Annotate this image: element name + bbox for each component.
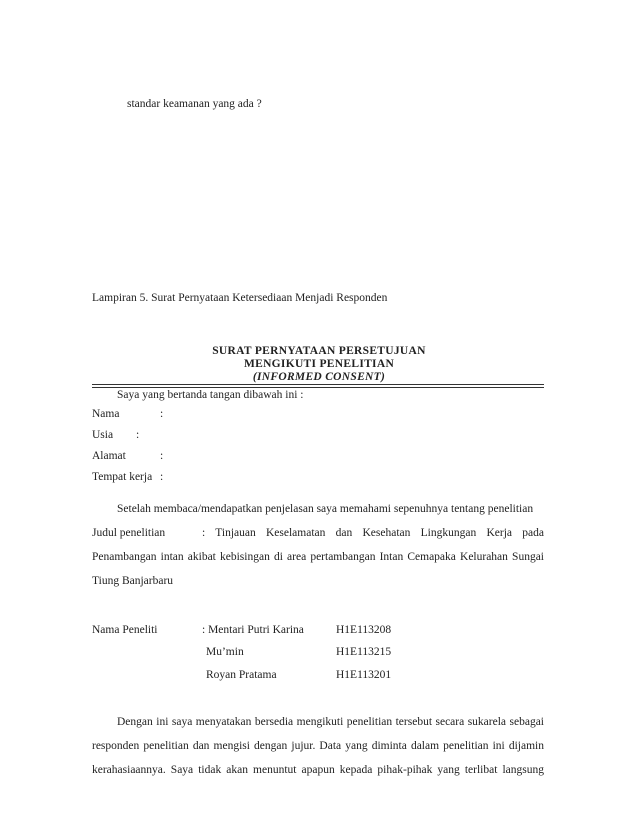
field-label-usia: Usia: [92, 429, 114, 441]
closing-line-1: Dengan ini saya menyatakan bersedia mengikuti penelitian tersebut secara sukarela sebagai: [117, 716, 544, 728]
field-label-tempat-kerja: Tempat kerja: [92, 471, 153, 483]
header-line-1: SURAT PERNYATAAN PERSETUJUAN: [212, 345, 426, 357]
peneliti-name-3: Royan Pratama: [206, 669, 277, 681]
field-sep-tempat-kerja: :: [160, 471, 164, 483]
peneliti-nim-3: H1E113201: [336, 669, 392, 681]
field-sep-usia: :: [136, 429, 140, 441]
peneliti-name-1: : Mentari Putri Karina: [202, 624, 304, 636]
field-label-alamat: Alamat: [92, 450, 126, 462]
appendix-title: Lampiran 5. Surat Pernyataan Ketersediaan Menjadi Responden: [92, 292, 388, 304]
header-rule-top: [92, 384, 544, 385]
field-sep-alamat: :: [160, 450, 164, 462]
judul-line-1: : Tinjauan Keselamatan dan Kesehatan Lingkungan Kerja pada: [202, 527, 544, 539]
after-explanation: Setelah membaca/mendapatkan penjelasan saya memahami sepenuhnya tentang penelitian: [117, 503, 534, 515]
intro-text: Saya yang bertanda tangan dibawah ini :: [117, 389, 304, 401]
field-label-nama: Nama: [92, 408, 120, 420]
closing-line-2: responden penelitian dan mengisi dengan jujur. Data yang diminta dalam penelitian ini dijamin: [92, 740, 544, 752]
peneliti-nim-1: H1E113208: [336, 624, 392, 636]
judul-line-2: Penambangan intan akibat kebisingan di area pertambangan Intan Cemapaka Kelurahan Sungai: [92, 551, 544, 563]
field-sep-nama: :: [160, 408, 164, 420]
peneliti-label: Nama Peneliti: [92, 624, 158, 636]
judul-line-3: Tiung Banjarbaru: [92, 575, 174, 587]
peneliti-name-2: Mu’min: [206, 646, 244, 658]
judul-label: Judul penelitian: [92, 527, 166, 539]
top-line: standar keamanan yang ada ?: [127, 98, 262, 110]
peneliti-nim-2: H1E113215: [336, 646, 392, 658]
header-rule-bottom: [92, 387, 544, 388]
header-line-3: (INFORMED CONSENT): [252, 371, 386, 383]
closing-line-3: kerahasiaannya. Saya tidak akan menuntut apapun kepada pihak-pihak yang terlibat langsung: [92, 764, 544, 776]
header-line-2: MENGIKUTI PENELITIAN: [243, 358, 395, 370]
